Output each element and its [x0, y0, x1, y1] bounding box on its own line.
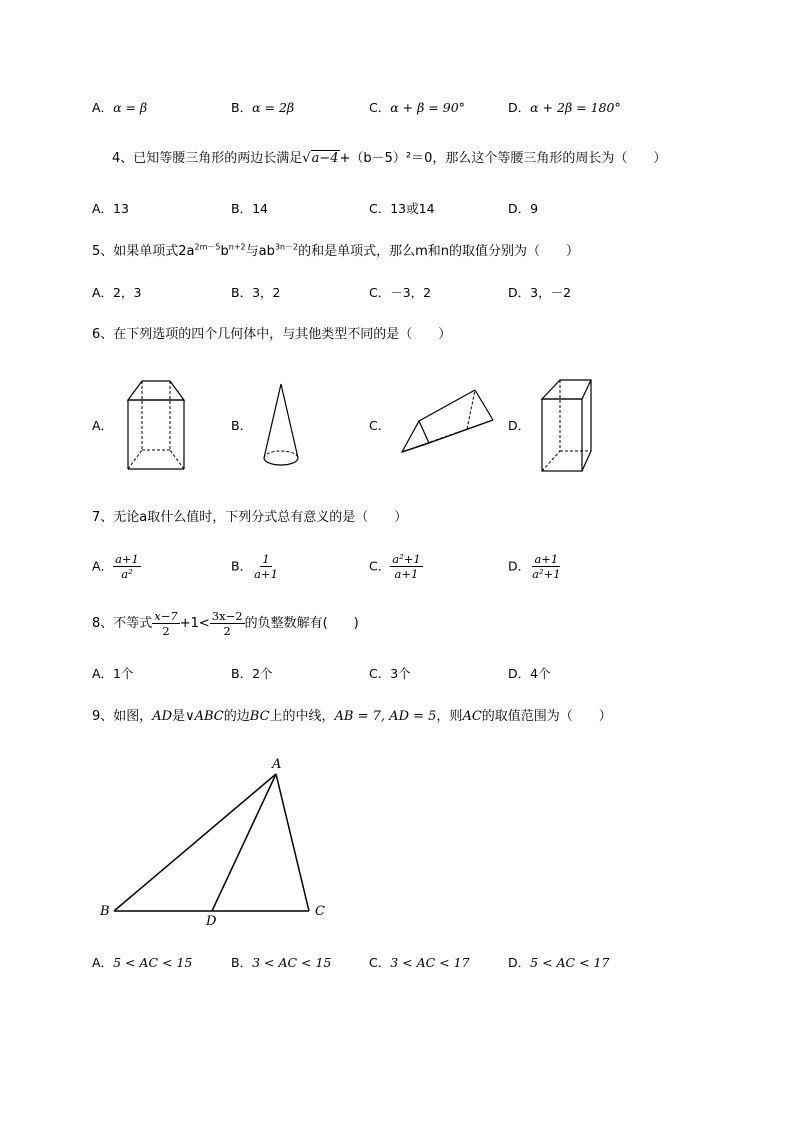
q4-option-c: C．13或14	[369, 201, 435, 216]
q9-option-b-math: 3 < AC < 15	[252, 955, 332, 970]
q7-option-a: A． $\frac{a+1}{\text{a²}}$	[92, 552, 139, 582]
q5-option-b: B．3，2	[231, 285, 281, 300]
q6-option-b: B．	[231, 418, 253, 433]
q3-option-d-math: α + 2β = 180°	[530, 100, 621, 115]
q4-sqrt-sign: √	[302, 151, 311, 166]
q8-question: 8、不等式 $\frac{x-7}{2}$ +1< $\frac{3x-2}{2}$ 的负整数解有( )	[92, 609, 359, 639]
q3-option-b: B．α = 2β	[231, 100, 295, 115]
q9-question: 9、如图，AD是∨ABC的边BC上的中线，AB = 7, AD = 5，则AC的取值范围为（ ）	[92, 709, 612, 724]
q3-option-a-math: α = β	[113, 100, 148, 115]
q7-option-d: D． $\frac{a+1}{\text{a²+1}}$	[508, 552, 561, 582]
q5-option-a: A．2，3	[92, 285, 142, 300]
q9-option-a: A．5 < AC < 15	[92, 955, 193, 970]
q7-question: 7、无论a取什么值时，下列分式总有意义的是（ ）	[92, 510, 408, 525]
q9-option-d: D．5 < AC < 17	[508, 955, 610, 970]
q7-option-b-fraction: $\frac{1}{a+1}$	[254, 552, 278, 582]
q7-option-b: B． $\frac{1}{a+1}$	[231, 552, 278, 582]
q5-question: 5、如果单项式$2a^{2m-5}b^{n+2}$与$ab^{3n-2}$的和是单项式，那么m和n的取值分别为（ ）	[92, 242, 580, 259]
vertex-label-c: C	[315, 904, 325, 919]
q9-option-b: B．3 < AC < 15	[231, 955, 332, 970]
q7-option-d-fraction: $\frac{a+1}{\text{a²+1}}$	[532, 552, 561, 582]
q4-question: 4、已知等腰三角形的两边长满足√a−4+（b－5）²＝0，那么这个等腰三角形的周长为（ ）	[112, 151, 667, 166]
q8-option-a: A．1个	[92, 666, 134, 681]
q4-option-b: B．14	[231, 201, 268, 216]
q7-option-c: C． $\frac{\text{a²+1}}{a+1}$	[369, 552, 421, 582]
q8-option-b: B．2个	[231, 666, 273, 681]
q5-option-c: C．－3，2	[369, 285, 432, 300]
q6-option-d: D．	[508, 418, 531, 433]
q9-option-c-math: 3 < AC < 17	[390, 955, 470, 970]
q3-option-c-math: α + β = 90°	[390, 100, 465, 115]
q6-option-c: C．	[369, 418, 391, 433]
q8-option-c: C．3个	[369, 666, 411, 681]
q5-option-d: D．3，－2	[508, 285, 572, 300]
vertex-label-a: A	[272, 757, 282, 772]
q4-radical: a−4	[311, 151, 339, 166]
q6-question: 6、在下列选项的四个几何体中，与其他类型不同的是（ ）	[92, 327, 452, 342]
q3-option-a: A．α = β	[92, 100, 148, 115]
q4-option-d: D．9	[508, 201, 539, 216]
q9-option-d-math: 5 < AC < 17	[530, 955, 610, 970]
q3-option-c: C．α + β = 90°	[369, 100, 465, 115]
point-label-d: D	[206, 914, 217, 929]
q8-fraction-right: $\frac{3x-2}{2}$	[211, 609, 243, 639]
q8-option-d: D．4个	[508, 666, 551, 681]
vertex-label-b: B	[100, 904, 110, 919]
q7-option-c-fraction: $\frac{\text{a²+1}}{a+1}$	[392, 552, 421, 582]
q3-option-b-math: α = 2β	[252, 100, 295, 115]
q9-option-a-math: 5 < AC < 15	[113, 955, 193, 970]
q9-option-c: C．3 < AC < 17	[369, 955, 470, 970]
q3-option-d: D．α + 2β = 180°	[508, 100, 621, 115]
q4-option-a: A．13	[92, 201, 129, 216]
q7-option-a-fraction: $\frac{a+1}{\text{a²}}$	[115, 552, 139, 582]
q8-fraction-left: $\frac{x-7}{2}$	[154, 609, 178, 639]
q6-option-a: A．	[92, 418, 114, 433]
